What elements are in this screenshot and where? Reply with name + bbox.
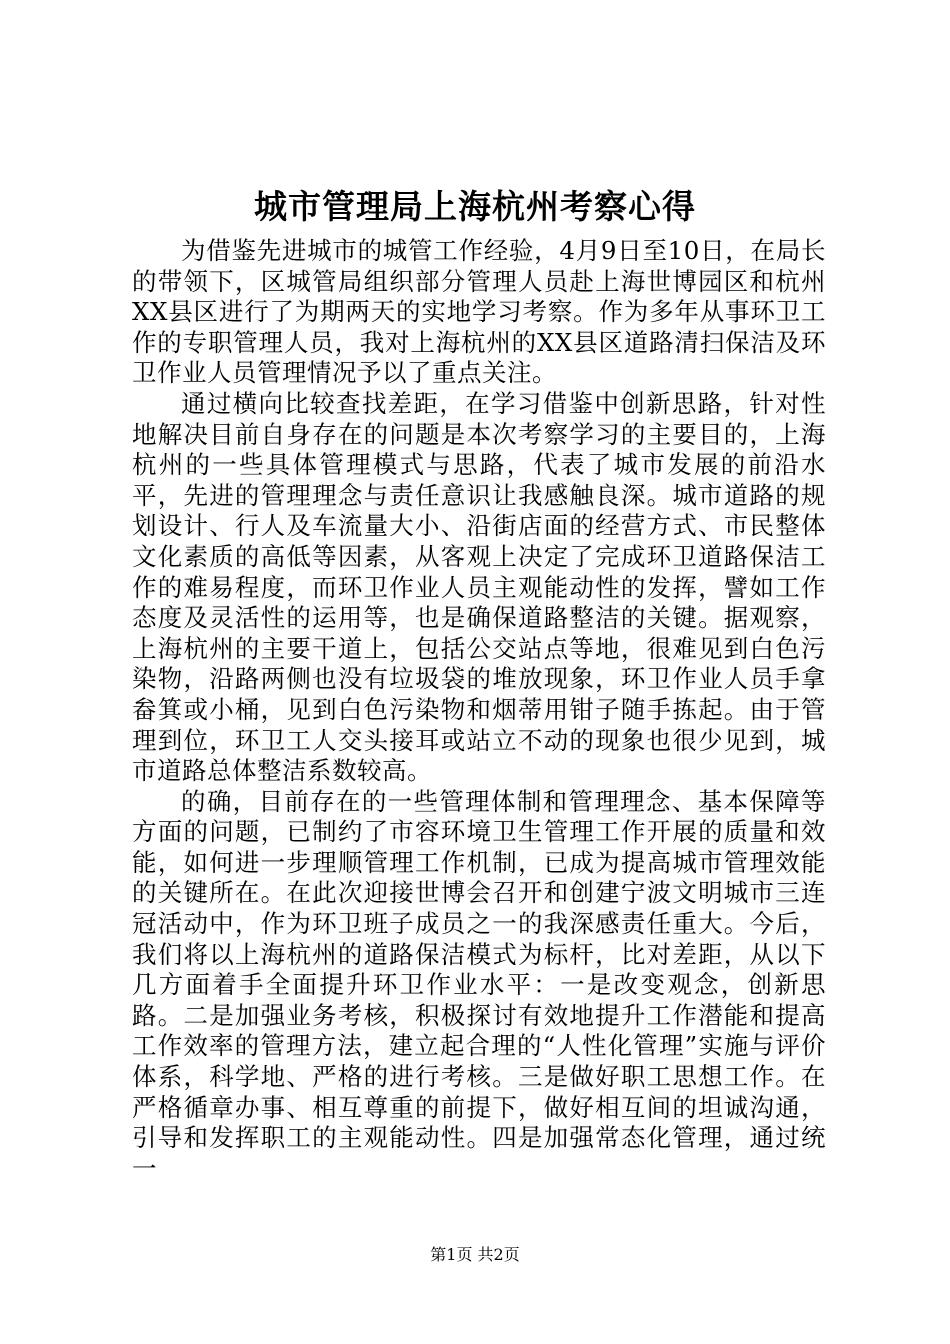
document-title: 城市管理局上海杭州考察心得: [254, 187, 696, 226]
page-footer: 第1页 共2页: [430, 1245, 520, 1264]
document-body: [132, 236, 826, 1184]
paragraph-1: 为借鉴先进城市的城管工作经验，4月9日至10日，在局长的带领下，区城管局组织部分管理人员赴上海世博园区和杭州XX县区进行了为期两天的实地学习考察。作为多年从事环卫工作的专职管理人员，我对上海杭州的XX县区道路清扫保洁及环卫作业人员管理情况予以了重点关注。: [132, 236, 826, 388]
paragraph-3: 的确，目前存在的一些管理体制和管理理念、基本保障等方面的问题，已制约了市容环境卫生管理工作开展的质量和效能，如何进一步理顺管理工作机制，已成为提高城市管理效能的关键所在。在此次迎接世博会召开和创建宁波文明城市三连冠活动中，作为环卫班子成员之一的我深感责任重大。今后，我们将以上海杭州的道路保洁模式为标杆，比对差距，从以下几方面着手全面提升环卫作业水平：一是改变观念，创新思路。二是加强业务考核，积极探讨有效地提升工作潜能和提高工作效率的管理方法，建立起合理的“人性化管理”实施与评价体系，科学地、严格的进行考核。三是做好职工思想工作。在严格循章办事、相互尊重的前提下，做好相互间的坦诚沟通，引导和发挥职工的主观能动性。四是加强常态化管理，通过统一: [132, 786, 826, 1183]
paragraph-2: 通过横向比较查找差距，在学习借鉴中创新思路，针对性地解决目前自身存在的问题是本次考察学习的主要目的，上海杭州的一些具体管理模式与思路，代表了城市发展的前沿水平，先进的管理理念与责任意识让我感触良深。城市道路的规划设计、行人及车流量大小、沿街店面的经营方式、市民整体文化素质的高低等因素，从客观上决定了完成环卫道路保洁工作的难易程度，而环卫作业人员主观能动性的发挥，譬如工作态度及灵活性的运用等，也是确保道路整洁的关键。据观察，上海杭州的主要干道上，包括公交站点等地，很难见到白色污染物，沿路两侧也没有垃圾袋的堆放现象，环卫作业人员手拿畚箕或小桶，见到白色污染物和烟蒂用钳子随手拣起。由于管理到位，环卫工人交头接耳或站立不动的现象也很少见到，城市道路总体整洁系数较高。: [132, 388, 826, 786]
